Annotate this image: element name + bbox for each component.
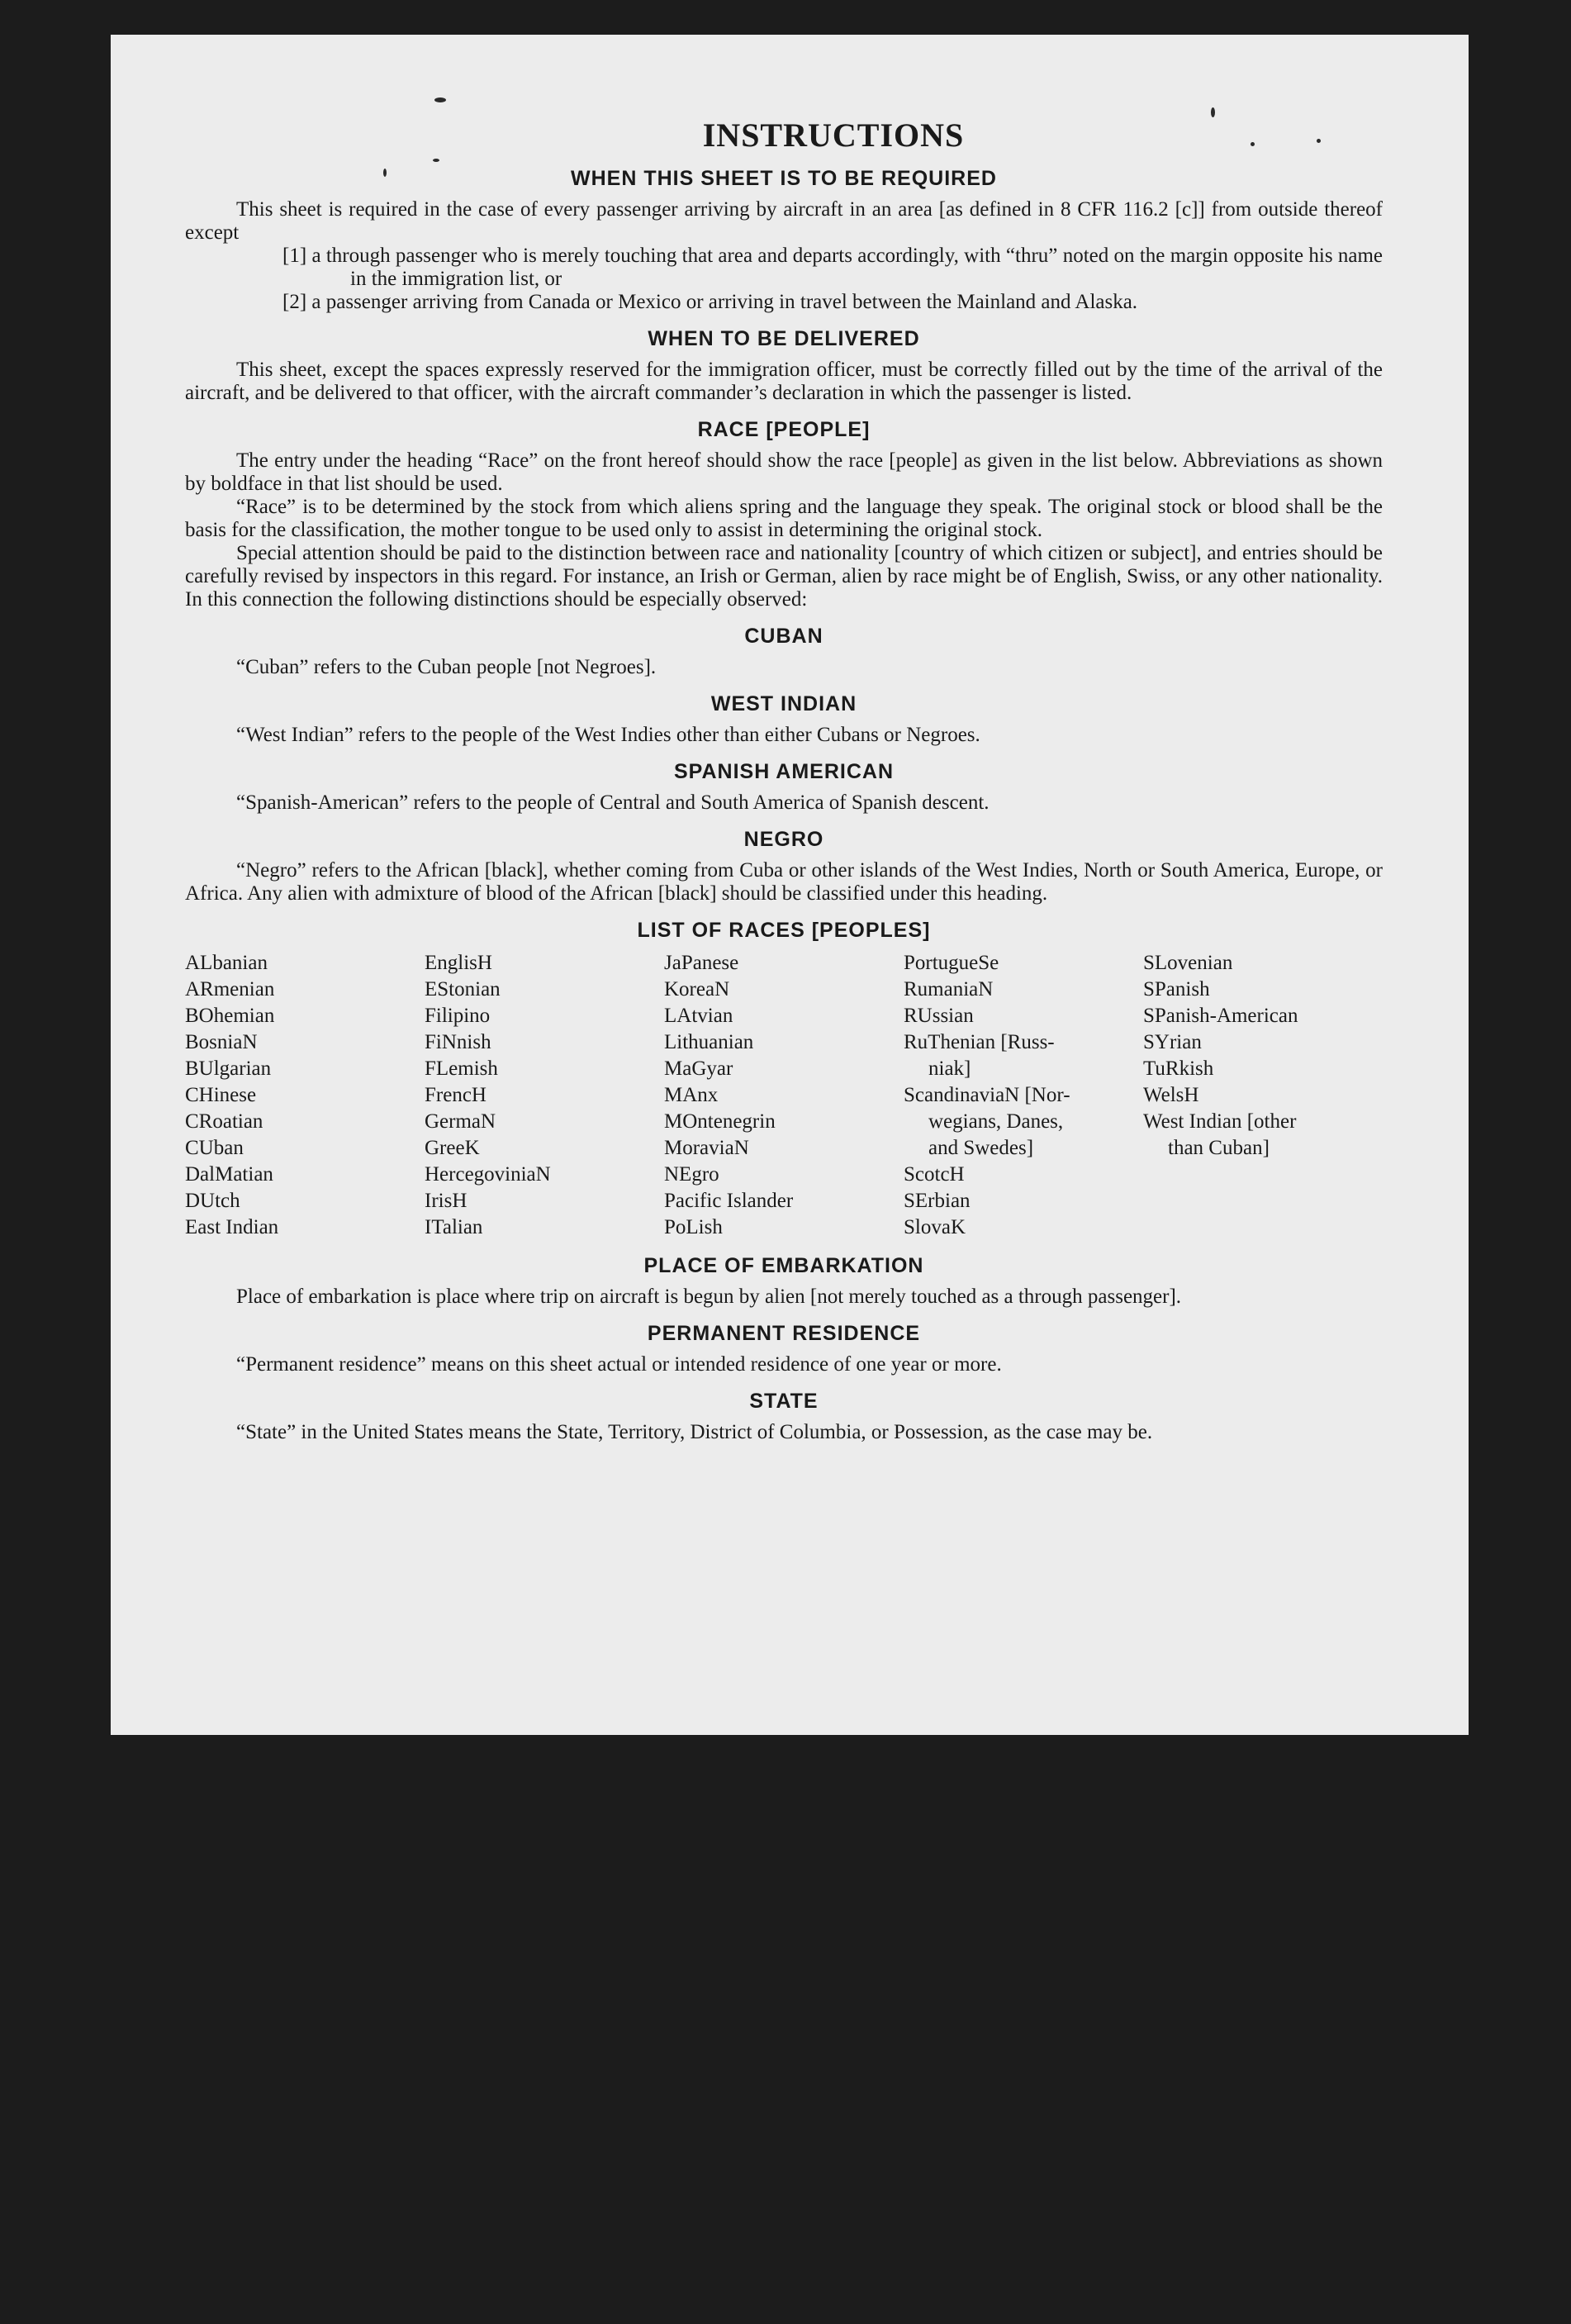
race-entry: MaGyar: [664, 1057, 733, 1080]
paragraph: Special attention should be paid to the distinction between race and nationality [country of which citizen or subject], and entries should be carefully revised by inspectors in this regard. For instance, an Irish or German, alien by race might be of English, Swiss, or any other nationality. In this connection the following distinctions should be especially observed:: [185, 542, 1383, 611]
race-entry: ALbanian: [185, 952, 268, 974]
race-entry: ScotcH: [904, 1163, 965, 1186]
races-column: [904, 950, 1143, 1241]
race-entry: EnglisH: [425, 952, 492, 974]
race-entry: NEgro: [664, 1163, 719, 1186]
race-entry: HercegoviniaN: [425, 1163, 551, 1186]
races-column: [664, 950, 904, 1241]
race-entry: MAnx: [664, 1084, 719, 1106]
race-entry: EStonian: [425, 978, 501, 1000]
section-spanish-american: [185, 760, 1383, 815]
race-entry: JaPanese: [664, 952, 739, 974]
race-entry: IrisH: [425, 1190, 468, 1212]
paragraph: “Permanent residence” means on this sheet actual or intended residence of one year or more.: [236, 1353, 1002, 1376]
paragraph: The entry under the heading “Race” on the front hereof should show the race [people] as given in the list below. Abbreviations as shown by boldface in that list should be used.: [185, 449, 1383, 495]
paragraph: This sheet is required in the case of every passenger arriving by aircraft in an area [as defined in 8 CFR 116.2 [c]] from outside thereof except: [185, 198, 1383, 244]
section-heading: RACE [PEOPLE]: [697, 418, 871, 441]
race-entry: PoLish: [664, 1216, 723, 1238]
race-entry: WelsH: [1143, 1084, 1199, 1106]
section-heading: WEST INDIAN: [710, 692, 857, 715]
paragraph: “Race” is to be determined by the stock from which aliens spring and the language they speak. The original stock or blood shall be the basis for the classification, the mother tongue to be used only to assist in determining the original stock.: [185, 496, 1383, 541]
race-entry: than Cuban]: [1168, 1137, 1270, 1159]
section-when-required: [185, 167, 1383, 314]
race-entry: BosniaN: [185, 1031, 258, 1053]
section-state: [185, 1390, 1383, 1444]
race-entry: RumaniaN: [904, 978, 994, 1000]
paragraph: “State” in the United States means the State, Territory, District of Columbia, or Possession, as the case may be.: [236, 1421, 1153, 1443]
race-entry: niak]: [928, 1057, 971, 1080]
race-entry: BUlgarian: [185, 1057, 272, 1080]
race-entry: MOntenegrin: [664, 1110, 776, 1133]
race-entry: CRoatian: [185, 1110, 263, 1133]
race-entry: RUssian: [904, 1005, 974, 1027]
section-heading: PERMANENT RESIDENCE: [647, 1322, 921, 1345]
section-heading: CUBAN: [744, 625, 823, 648]
race-entry: CUban: [185, 1137, 244, 1159]
race-entry: SErbian: [904, 1190, 971, 1212]
list-item: [1] a through passenger who is merely touching that area and departs accordingly, with “thru” noted on the margin opposite his name in the immigration list, or: [282, 245, 1383, 290]
races-column: [185, 950, 425, 1241]
race-entry: DUtch: [185, 1190, 240, 1212]
races-column: [1143, 950, 1383, 1241]
race-entry: MoraviaN: [664, 1137, 749, 1159]
race-entry: SYrian: [1143, 1031, 1202, 1053]
races-column: [425, 950, 664, 1241]
race-entry: LAtvian: [664, 1005, 733, 1027]
race-entry: FiNnish: [425, 1031, 491, 1053]
section-permanent-residence: [185, 1322, 1383, 1376]
list-item: [2] a passenger arriving from Canada or Mexico or arriving in travel between the Mainland and Alaska.: [282, 291, 1138, 313]
race-entry: and Swedes]: [928, 1137, 1034, 1159]
races-table: [185, 950, 1383, 1241]
race-entry: RuThenian [Russ-: [904, 1031, 1055, 1053]
paragraph: “West Indian” refers to the people of the West Indies other than either Cubans or Negroes.: [236, 724, 980, 746]
section-list-of-races: [185, 919, 1383, 1241]
section-west-indian: [185, 692, 1383, 747]
race-entry: KoreaN: [664, 978, 730, 1000]
section-cuban: [185, 625, 1383, 679]
race-entry: SLovenian: [1143, 952, 1233, 974]
section-heading: LIST OF RACES [PEOPLES]: [637, 919, 931, 942]
race-entry: TuRkish: [1143, 1057, 1214, 1080]
race-entry: DalMatian: [185, 1163, 273, 1186]
section-heading: SPANISH AMERICAN: [673, 760, 894, 783]
race-entry: West Indian [other: [1143, 1110, 1297, 1133]
paragraph: “Cuban” refers to the Cuban people [not Negroes].: [236, 656, 657, 678]
scan-mark: [1211, 107, 1215, 117]
race-entry: ScandinaviaN [Nor-: [904, 1084, 1070, 1106]
scan-mark: [434, 97, 446, 102]
section-heading: WHEN THIS SHEET IS TO BE REQUIRED: [571, 167, 997, 190]
document-sheet: [111, 35, 1469, 1735]
section-heading: STATE: [749, 1390, 819, 1413]
section-heading: NEGRO: [743, 828, 824, 851]
race-entry: FLemish: [425, 1057, 498, 1080]
paragraph: This sheet, except the spaces expressly reserved for the immigration officer, must be correctly filled out by the time of the arrival of the aircraft, and be delivered to that officer, with the aircraft commander’s declaration in which the passenger is listed.: [185, 359, 1383, 404]
race-entry: Lithuanian: [664, 1031, 754, 1053]
race-entry: East Indian: [185, 1216, 279, 1238]
race-entry: SlovaK: [904, 1216, 966, 1238]
race-entry: Filipino: [425, 1005, 491, 1027]
section-heading: WHEN TO BE DELIVERED: [648, 327, 920, 350]
race-entry: SPanish-American: [1143, 1005, 1298, 1027]
section-heading: PLACE OF EMBARKATION: [643, 1254, 924, 1277]
section-place-of-embarkation: [185, 1254, 1383, 1309]
race-entry: PortugueSe: [904, 952, 999, 974]
race-entry: FrencH: [425, 1084, 486, 1106]
race-entry: SPanish: [1143, 978, 1210, 1000]
race-entry: GreeK: [425, 1137, 480, 1159]
paragraph: Place of embarkation is place where trip on aircraft is begun by alien [not merely touched as a through passenger].: [236, 1286, 1182, 1308]
race-entry: ARmenian: [185, 978, 275, 1000]
section-negro: [185, 828, 1383, 905]
race-entry: BOhemian: [185, 1005, 275, 1027]
race-entry: ITalian: [425, 1216, 483, 1238]
page-title: INSTRUCTIONS: [702, 116, 965, 154]
race-entry: CHinese: [185, 1084, 257, 1106]
race-entry: GermaN: [425, 1110, 496, 1133]
document-content: [185, 117, 1383, 1444]
section-when-delivered: [185, 327, 1383, 405]
paragraph: “Spanish-American” refers to the people of Central and South America of Spanish descent.: [236, 791, 990, 814]
race-entry: Pacific Islander: [664, 1190, 794, 1212]
race-entry: wegians, Danes,: [928, 1110, 1064, 1133]
section-race: [185, 418, 1383, 611]
paragraph: “Negro” refers to the African [black], whether coming from Cuba or other islands of the West Indies, North or South America, Europe, or Africa. Any alien with admixture of blood of the African [black] should be classified under this heading.: [185, 859, 1383, 905]
